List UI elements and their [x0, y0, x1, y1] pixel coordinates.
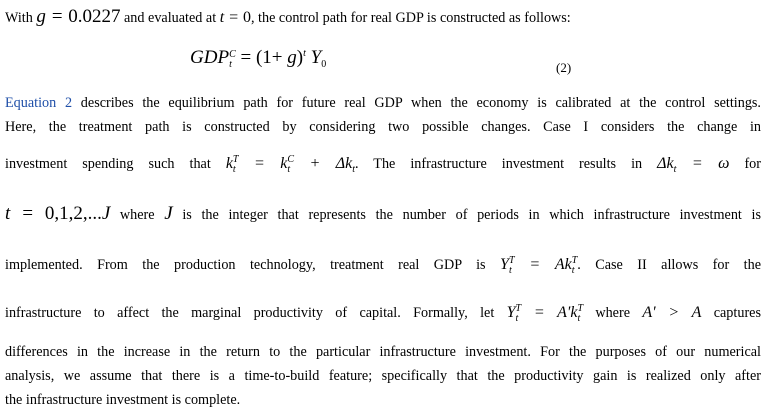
intro-line [5, 8, 761, 27]
para-text-3c: for [729, 156, 762, 172]
equation-2 [190, 47, 326, 70]
para-line-5 [5, 256, 761, 276]
math-y-treatment: Y T t = Ak T t [500, 255, 578, 276]
eq-lhs-sup: C [229, 49, 236, 60]
para-text-9: the infrastructure investment is complete. [5, 392, 241, 408]
eq-rhs-y: Y [305, 47, 322, 68]
equation-number: (2) [556, 60, 572, 75]
para-line-7 [5, 343, 761, 361]
para-text-6c: captures [701, 305, 761, 321]
para-text-1: describes the equilibrium path for future real GDP when the economy is calibrated at the control settings. [72, 95, 761, 111]
eq-rhs-exp: t [303, 48, 306, 59]
para-text-5a: implemented. From the production technology, treatment real GDP is [5, 257, 501, 273]
math-g-value: g = 0.0227 [36, 6, 121, 27]
math-y-a-prime: Y T t = A'k T t [506, 303, 584, 324]
math-delta-k-omega: $\Delta k_t = \omega$ [657, 155, 730, 175]
para-text-5b: . Case II allows for the [577, 257, 761, 273]
para-text-4a: where [110, 207, 165, 223]
eq-rhs-y-sub: 0 [321, 59, 327, 70]
math-t-range: t = 0,1,2,...J [5, 203, 111, 224]
para-text-4b: is the integer that represents the number of periods in which infrastructure investment is [172, 207, 761, 223]
math-k-treatment: k T t = k C t + $\Delta k_t$ [225, 154, 355, 175]
para-text-2: Here, the treatment path is constructed by considering two possible changes. Case I considers the change in [5, 119, 761, 135]
para-text-6b: where [583, 305, 643, 321]
math-J: J [164, 203, 173, 224]
intro-text-3: , the control path for real GDP is constructed as follows: [250, 10, 571, 26]
para-text-3a: investment spending such that [5, 156, 226, 172]
para-line-6 [5, 304, 761, 324]
intro-text-2: and evaluated at [120, 10, 220, 26]
eq-rhs-g: g [287, 47, 297, 68]
eq-rhs-open: = (1+ [235, 47, 288, 68]
intro-text-1: With [5, 10, 37, 26]
para-line-4 [5, 205, 761, 224]
para-line-3 [5, 155, 761, 179]
para-line-9 [5, 391, 761, 409]
eq-lhs-sub: t [229, 59, 232, 70]
para-line-2 [5, 118, 761, 136]
math-t-zero: t = 0 [219, 9, 251, 26]
para-text-3b: . The infrastructure investment results in [354, 156, 658, 172]
para-text-6a: infrastructure to affect the marginal productivity of capital. Formally, let [5, 305, 507, 321]
para-line-1 [5, 94, 761, 112]
para-text-7: differences in the increase in the return to the particular infrastructure investment. For the purposes of our numerical [5, 344, 761, 360]
eq-rhs-close: ) [296, 47, 304, 68]
para-line-8 [5, 367, 761, 385]
equation-2-link[interactable]: Equation 2 [5, 95, 73, 111]
math-a-prime-gt-a: A' > A [642, 304, 702, 321]
para-text-8: analysis, we assume that there is a time-to-build feature; specifically that the productivity gain is realized only after [5, 368, 761, 384]
eq-lhs: GDP [190, 47, 230, 68]
